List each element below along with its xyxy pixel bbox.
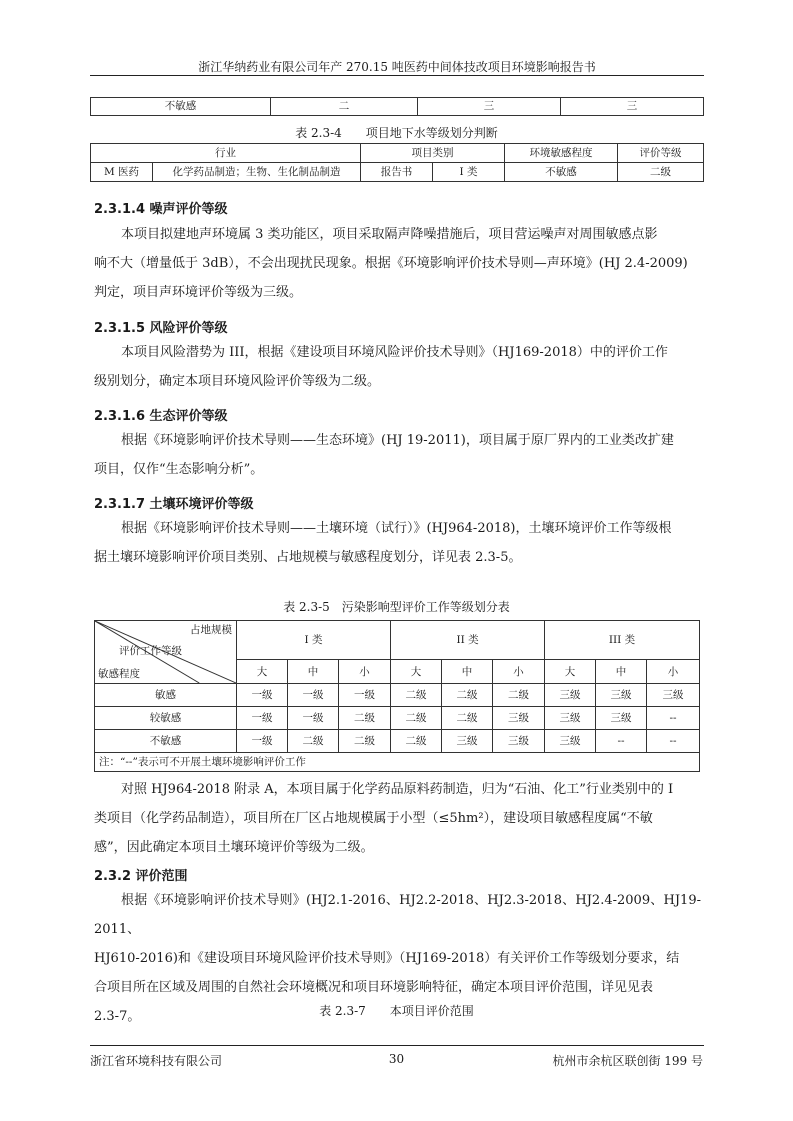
footer-address: 杭州市余杭区联创街 199 号 — [552, 1054, 703, 1068]
table-cell: 不敏感 — [505, 163, 618, 182]
table-row — [91, 98, 704, 116]
table-cell: 一级 — [237, 730, 288, 753]
size-header: 中 — [596, 660, 647, 684]
paragraph-line: 判定，项目声环境评价等级为三级。 — [94, 285, 303, 300]
header-industry: 行业 — [91, 144, 361, 163]
groundwater-level-table — [90, 143, 704, 182]
paragraph-line: 本项目拟建地声环境属 3 类功能区，项目采取隔声降噪措施后，项目营运噪声对周围敏感点影 — [121, 227, 658, 242]
paragraph-line: HJ610-2016)和《建设项目环境风险评价技术导则》（HJ169-2018）有关评价工作等级划分要求，结 — [94, 951, 680, 966]
section-heading-scope: 2.3.2 评价范围 — [94, 869, 188, 884]
table-cell: 二级 — [391, 730, 442, 753]
paragraph-line: 本项目风险潜势为 III，根据《建设项目环境风险评价技术导则》（HJ169-2018）中的评价工作 — [121, 345, 668, 360]
table-cell: 不敏感 — [91, 98, 271, 116]
header-divider — [90, 75, 704, 76]
group-header: I 类 — [237, 621, 391, 660]
size-header: 中 — [288, 660, 339, 684]
table-cell: 三级 — [596, 684, 647, 707]
table-cell: 二级 — [339, 707, 391, 730]
table-cell: 一级 — [237, 684, 288, 707]
table-cell: 一级 — [237, 707, 288, 730]
table-row — [95, 707, 700, 730]
group-header: III 类 — [545, 621, 700, 660]
paragraph-line: 级别划分，确定本项目环境风险评价等级为二级。 — [94, 374, 381, 389]
table-cell: 二级 — [442, 684, 493, 707]
size-header: 小 — [647, 660, 700, 684]
corner-label-top: 占地规模 — [190, 624, 232, 636]
size-header: 大 — [237, 660, 288, 684]
table-note-row — [95, 753, 700, 772]
section-heading-soil: 2.3.1.7 土壤环境评价等级 — [94, 497, 254, 512]
table-cell: -- — [647, 730, 700, 753]
row-label: 敏感 — [95, 684, 237, 707]
paragraph-line: 合项目所在区域及周围的自然社会环境概况和项目环境影响特征，确定本项目评价范围，详见见表 — [94, 980, 654, 995]
table-cell: 二 — [271, 98, 418, 116]
table-cell: 二级 — [391, 684, 442, 707]
size-header: 小 — [339, 660, 391, 684]
row-label: 不敏感 — [95, 730, 237, 753]
diagonal-header-cell — [95, 621, 237, 684]
table-cell: 三级 — [493, 707, 545, 730]
section-heading-risk: 2.3.1.5 风险评价等级 — [94, 321, 228, 336]
table-continued — [90, 97, 704, 116]
corner-label-middle: 评价工作等级 — [119, 645, 182, 657]
section-heading-eco: 2.3.1.6 生态评价等级 — [94, 409, 228, 424]
table-cell: 二级 — [288, 730, 339, 753]
row-label: 较敏感 — [95, 707, 237, 730]
table-cell: I 类 — [433, 163, 505, 182]
table-cell: 三级 — [596, 707, 647, 730]
paragraph-line: 响不大（增量低于 3dB），不会出现扰民现象。根据《环境影响评价技术导则—声环境》(HJ 2.4-2009) — [94, 256, 688, 271]
paragraph-line: 2.3-7。 — [94, 1009, 141, 1024]
table-cell: 二级 — [493, 684, 545, 707]
paragraph-line: 据土壤环境影响评价项目类别、占地规模与敏感程度划分，详见表 2.3-5。 — [94, 550, 522, 565]
table-cell: 三级 — [442, 730, 493, 753]
table-cell: 报告书 — [361, 163, 433, 182]
size-header: 大 — [391, 660, 442, 684]
table-cell: -- — [596, 730, 647, 753]
header-project-type: 项目类别 — [361, 144, 505, 163]
footer-divider — [90, 1045, 704, 1046]
table-cell: 三 — [418, 98, 561, 116]
corner-label-bottom: 敏感程度 — [98, 667, 140, 680]
table-cell: 二级 — [442, 707, 493, 730]
table-caption-2-3-7: 表 2.3-7 本项目评价范围 — [319, 1004, 474, 1018]
table-cell: 二级 — [391, 707, 442, 730]
table-cell: 一级 — [339, 684, 391, 707]
table-cell: 一级 — [288, 707, 339, 730]
size-header: 大 — [545, 660, 596, 684]
size-header: 小 — [493, 660, 545, 684]
footer-company: 浙江省环境科技有限公司 — [90, 1054, 223, 1068]
table-cell: 一级 — [288, 684, 339, 707]
paragraph-line: 类项目（化学药品制造），项目所在厂区占地规模属于小型（≤5hm²），建设项目敏感程度属“不敏 — [94, 811, 653, 826]
paragraph-line: 根据《环境影响评价技术导则》(HJ2.1-2016、HJ2.2-2018、HJ2.3-2018、HJ2.4-2009、HJ19-2011、 — [94, 893, 701, 937]
table-row — [95, 684, 700, 707]
table-cell: 三级 — [545, 684, 596, 707]
table-cell: -- — [647, 707, 700, 730]
paragraph-line: 根据《环境影响评价技术导则——土壤环境（试行）》(HJ964-2018)，土壤环境评价工作等级根 — [121, 521, 672, 536]
table-row — [91, 163, 704, 182]
paragraph-soil — [94, 514, 701, 572]
page-header: 浙江华纳药业有限公司年产 270.15 吨医药中间体技改项目环境影响报告书 — [198, 60, 596, 74]
table-cell: 化学药品制造；生物、生化制品制造 — [153, 163, 361, 182]
size-header: 中 — [442, 660, 493, 684]
paragraph-noise — [94, 220, 701, 307]
table-note: 注：“--”表示可不开展土壤环境影响评价工作 — [95, 753, 700, 772]
table-caption-2-3-5: 表 2.3-5 污染影响型评价工作等级划分表 — [283, 600, 510, 614]
paragraph-line: 对照 HJ964-2018 附录 A，本项目属于化学药品原料药制造，归为“石油、化工”行业类别中的 I — [121, 782, 674, 797]
paragraph-line: 项目，仅作“生态影响分析”。 — [94, 462, 264, 477]
table-cell: 三级 — [545, 730, 596, 753]
section-heading-noise: 2.3.1.4 噪声评价等级 — [94, 202, 228, 217]
table-cell: 二级 — [339, 730, 391, 753]
paragraph-soil-conclusion — [94, 775, 701, 862]
table-cell: 三级 — [545, 707, 596, 730]
paragraph-line: 感”，因此确定本项目土壤环境评价等级为二级。 — [94, 840, 374, 855]
paragraph-risk — [94, 338, 701, 396]
table-header-row — [95, 621, 700, 660]
paragraph-eco — [94, 426, 701, 484]
page-number: 30 — [388, 1052, 405, 1066]
table-cell: 三级 — [647, 684, 700, 707]
table-caption-2-3-4: 表 2.3-4 项目地下水等级划分判断 — [295, 126, 498, 140]
table-cell: 二级 — [618, 163, 704, 182]
header-level: 评价等级 — [618, 144, 704, 163]
table-cell: 三 — [561, 98, 704, 116]
paragraph-line: 根据《环境影响评价技术导则——生态环境》(HJ 19-2011)，项目属于原厂界内的工业类改扩建 — [121, 433, 674, 448]
table-header-row — [91, 144, 704, 163]
table-row — [95, 730, 700, 753]
table-cell: M 医药 — [91, 163, 153, 182]
table-cell: 三级 — [493, 730, 545, 753]
header-sensitivity: 环境敏感程度 — [505, 144, 618, 163]
soil-level-table — [94, 620, 700, 772]
group-header: II 类 — [391, 621, 545, 660]
